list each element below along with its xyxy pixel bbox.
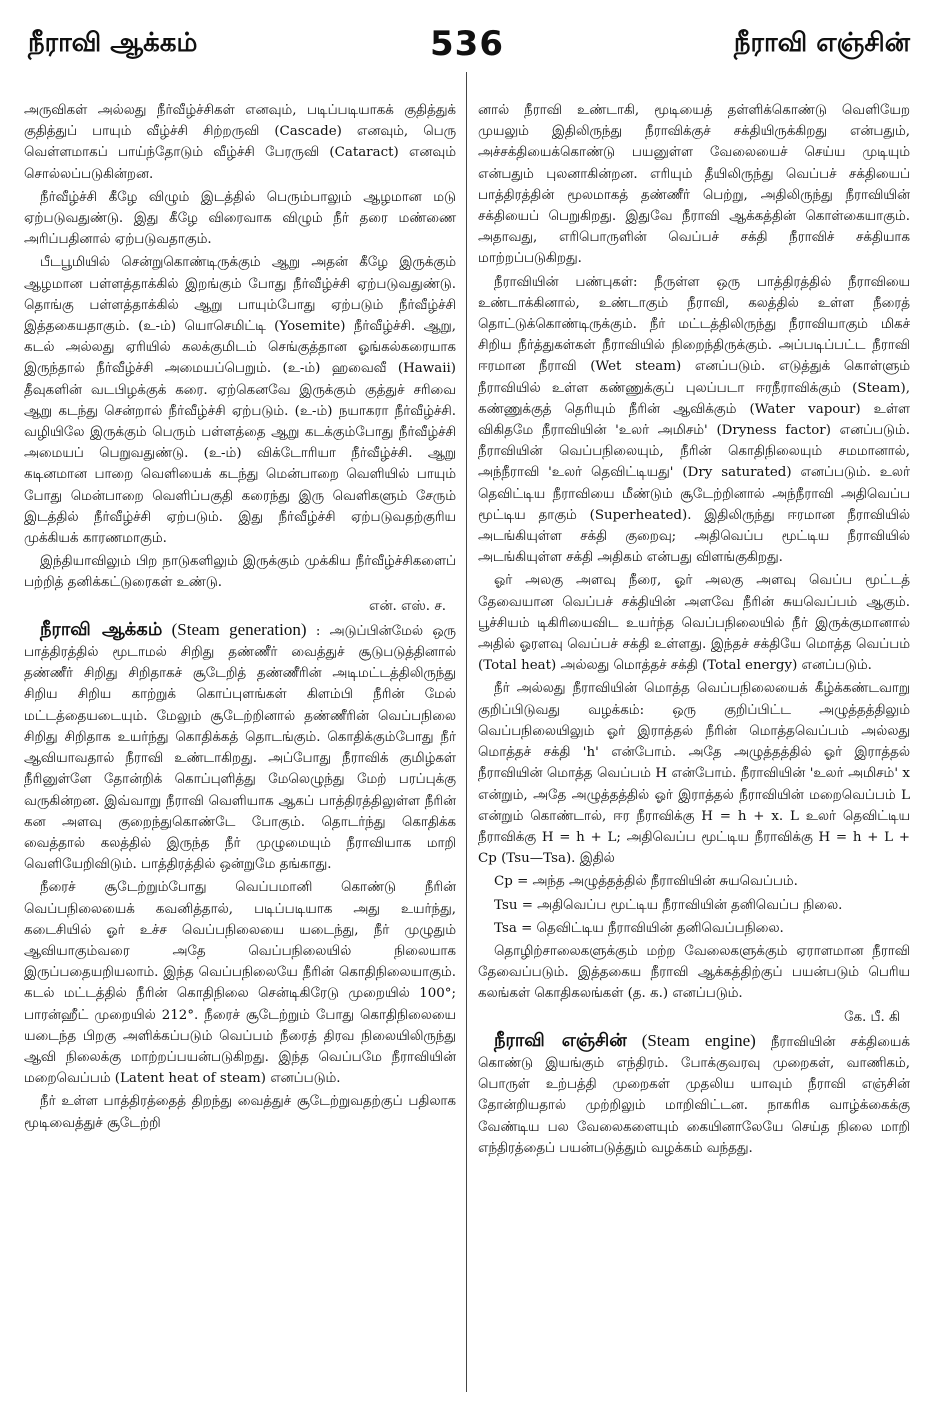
paragraph: ஓர் அலகு அளவு நீரை, ஓர் அலகு அளவு வெப்ப மூட்டத் தேவையான வெப்பச் சக்தியின் அளவே நீரின் சுயவெப்பம் ஆகும். பூச்சியம் டிகிரியைவிட உயர்ந்த வெப்பநிலையில் நீர் இருக்குமானால் அதில் ஓரளவு வெப்பச் சக்தி உள்ளது. இந்தச் சக்தியே மொத்த வெப்பம் (Total heat) அல்லது மொத்தச் சக்தி (Total energy) எனப்படும்.: [478, 573, 910, 674]
paragraph: பீடபூமியில் சென்றுகொண்டிருக்கும் ஆறு அதன் கீழே இருக்கும் ஆழமான பள்ளத்தாக்கில் இறங்கும் போது நீர்வீழ்ச்சி ஏற்படுவதுண்டு. தொங்கு பள்ளத்தாக்கில் ஆறு பாயும்போது ஏற்படும் நீர்வீழ்ச்சி இத்தகையதாகும். (உ-ம்) யொசெமிட்டி (Yosemite) நீர்வீழ்ச்சி. ஆறு, கடல் அல்லது ஏரியில் கலக்குமிடம் செங்குத்தான ஓங்கல்கரையாக இருந்தால் நீர்வீழ்ச்சி அமையப்பெறும். (உ-ம்) ஹவைவீ (Hawaii) தீவுகளின் வடபிழக்குக் கரை. ஏற்கெனவே இருக்கும் குத்துச் சரிவை ஆறு கடந்து சென்றால் நீர்வீழ்ச்சி ஏற்படும். (உ-ம்) நயாகரா நீர்வீழ்ச்சி. வழியிலே இருக்கும் பெரும் பள்ளத்தை ஆறு கடக்கும்போது நீர்வீழ்ச்சி அமையப் பெறுவதுண்டு. (உ-ம்) விக்டோரியா நீர்வீழ்ச்சி. ஆறு கடினமான பாறை வெளியைக் கடந்து மென்பாறை வெளியில் பாயும் போது மென்பாறை வெளிப்பகுதி கரைந்து இரு வெளிகளும் சேரும் இடத்தில் நீர்வீழ்ச்சி ஏற்படும். இது நீர்வீழ்ச்சி ஏற்படுவதற்குரிய முக்கியக் காரணமாகும்.: [24, 255, 456, 547]
paragraph: நீர்வீழ்ச்சி கீழே விழும் இடத்தில் பெரும்பாலும் ஆழமான மடு ஏற்படுவதுண்டு. இது கீழே விரைவாக விழும் நீர் தரை மண்ணை அரிப்பதினால் ஏற்படுவதாகும்.: [24, 189, 456, 248]
entry-text: : அடுப்பின்மேல் ஒரு பாத்திரத்தில் மூடாமல் சிறிது தண்ணீர் வைத்துச் சூடுபடுத்தினால் தண்ணீர் சிறிது சிறிதாகச் சூடேறித் தண்ணீரின் அடிமட்டத்திலிருந்து சிறிய சிறிய காற்றுக் கொப்புளங்கள் கிளம்பி நீரின் மேல் மட்டத்தையடையும். மேலும் சூடேற்றினால் தண்ணீரின் வெப்பநிலை சிறிது சிறிதாக உயர்ந்து கொதிக்கத் தொடங்கும். கொதிக்கும்போது நீர் ஆவியாவதால் நீராவி உண்டாகிறது. அப்போது நீராவிக் குமிழ்கள் நீரினுள்ளே தோன்றிக் கொப்புளித்து மேலெழுந்து மேற் பரப்புக்கு வருகின்றன. இவ்வாறு நீராவி வெளியாக ஆகப் பாத்திரத்திலுள்ள நீரின் கன அளவு குறைந்துகொண்டே போகும். தொடர்ந்து கொதிக்க வைத்தால் கலத்தில் இருந்த நீர் முழுமையும் நீராவியாக மாறி வெளியேறிவிடும். பாத்திரத்தில் ஒன்றுமே தங்காது.: [24, 623, 456, 873]
page-number: 536: [430, 24, 504, 64]
paragraph: நீரைச் சூடேற்றும்போது வெப்பமானி கொண்டு நீரின் வெப்பநிலையைக் கவனித்தால், படிப்படியாக அது உயர்ந்து, கடைசியில் ஓர் உச்ச வெப்பநிலையை யடைந்து, நீர் முழுதும் ஆவியாகும்வரை அதே வெப்பநிலையில் நிலையாக இருப்பதையறியலாம். இந்த வெப்பநிலையே நீரின் கொதிநிலையாகும். கடல் மட்டத்தில் நீரின் கொதிநிலை சென்டிகிரேடு முறையில் 100°; பாரன்ஹீட் முறையில் 212°. நீரைச் சூடேற்றும் போது கொதிநிலையை யடைந்த பிறகு அளிக்கப்படும் வெப்பம் நீரைத் திரவ நிலையிலிருந்து ஆவி நிலைக்கு மாற்றப்பயன்படுகிறது. இந்த வெப்பமே நீராவியின் மறைவெப்பம் (Latent heat of steam) எனப்படும்.: [24, 880, 456, 1087]
entry-text: நீராவியின் சக்தியைக் கொண்டு இயங்கும் எந்திரம். போக்குவரவு முறைகள், வாணிகம், பொருள் உற்பத்தி முறைகள் முதலிய யாவும் நீராவி எஞ்சின் தோன்றியதால் முற்றிலும் மாறிவிட்டன. நாகரிக வாழ்க்கைக்கு வேண்டிய பல வேலைகளையும் கையினாலேயே செய்த நிலை மாறி எந்திரத்தைப் பயன்படுத்தும் வழக்கம் வந்தது.: [478, 1034, 910, 1156]
paragraph: நீராவியின் பண்புகள்: நீருள்ள ஒரு பாத்திரத்தில் நீராவியை உண்டாக்கினால், உண்டாகும் நீராவி, கலத்தில் உள்ள நீரைத் தொட்டுக்கொண்டிருக்கும். நீர் மட்டத்திலிருந்து நீராவியாகும் மிகச் சிறிய நீர்த்துகள்கள் நீராவியில் நிறைந்திருக்கும். அப்படிப்பட்ட நீராவி ஈரமான நீராவி (Wet steam) எனப்படும். எடுத்துக் கொள்ளும் நீராவியில் உள்ள கண்ணுக்குப் புலப்படா ஈரநீராவிக்கும் (Steam), கண்ணுக்குத் தெரியும் நீரின் ஆவிக்கும் (Water vapour) உள்ள விகிதமே நீராவியின் 'உலர் அமிசம்' (Dryness factor) எனப்படும். நீராவியின் வெப்பநிலையும், நீரின் கொதிநிலையும் சமமானால், அந்நீராவி 'உலர் தெவிட்டியது' (Dry saturated) எனப்படும். உலர் தெவிட்டிய நீராவியை மீண்டும் சூடேற்றினால் அந்நீராவி அதிவெப்ப மூட்டிய தாகும் (Superheated). இதிலிருந்து ஈரமான நீராவியில் அடங்கியுள்ள சக்தி குறைவு; அதிவெப்ப மூட்டிய நீராவியில் அடங்கியுள்ள சக்தி அதிகம் என்பது விளங்குகிறது.: [478, 274, 910, 566]
entry-paragraph: [478, 1030, 910, 1159]
author-initials: என். எஸ். ச.: [369, 598, 446, 614]
entry-title: நீராவி எஞ்சின்: [494, 1029, 627, 1051]
running-head-left: நீராவி ஆக்கம்: [28, 28, 198, 58]
page-header: [24, 24, 910, 70]
paragraph: னால் நீராவி உண்டாகி, மூடியைத் தள்ளிக்கொண்டு வெளியேற முயலும் இதிலிருந்து நீராவிக்குச் சக்தியிருக்கிறது என்பதும், அச்சக்தியைக்கொண்டு பயனுள்ள வேலையைச் செய்ய முடியும் என்பதும் புலனாகின்றன. எரியும் தீயிலிருந்து வெப்பச் சக்தியைப் பாத்திரத்தின் மூலமாகத் தண்ணீர் பெற்று, அதிலிருந்து நீராவியின் சக்தியைப் பெறுகிறது. இதுவே நீராவி ஆக்கத்தின் கொள்கையாகும். அதாவது, எரிபொருளின் வெப்பச் சக்தி நீராவிச் சக்தியாக மாற்றப்படுகிறது.: [478, 103, 910, 267]
running-head-right: நீராவி எஞ்சின்: [733, 28, 910, 58]
two-column-body: [24, 100, 910, 1161]
entry-title: நீராவி ஆக்கம்: [40, 618, 163, 640]
left-column: [24, 100, 456, 1161]
formula-line: Cp = அந்த அழுத்தத்தில் நீராவியின் சுயவெப்பம்.: [494, 874, 798, 890]
paragraph: தொழிற்சாலைகளுக்கும் மற்ற வேலைகளுக்கும் ஏராளமான நீராவி தேவைப்படும். இத்தகைய நீராவி ஆக்கத்திற்குப் பயன்படும் பெரிய கலங்கள் கொதிகலங்கள் (த. க.) எனப்படும்.: [478, 943, 910, 1002]
entry-english-term: (Steam engine): [641, 1030, 756, 1050]
entry-english-term: (Steam generation): [171, 619, 307, 639]
entry-paragraph: [24, 619, 456, 875]
paragraph: நீர் உள்ள பாத்திரத்தைத் திறந்து வைத்துச் சூடேற்றுவதற்குப் பதிலாக மூடிவைத்துச் சூடேற்றி: [24, 1094, 456, 1131]
paragraph: நீர் அல்லது நீராவியின் மொத்த வெப்பநிலையைக் கீழ்க்கண்டவாறு குறிப்பிடுவது வழக்கம்: ஒரு குறிப்பிட்ட அழுத்தத்திலும் வெப்பநிலையிலும் ஓர் இராத்தல் நீரின் மொத்தவெப்பம் அல்லது மொத்தச் சக்தி 'h' என்போம். அதே அழுத்தத்தில் ஓர் இராத்தல் நீராவியின் மொத்த வெப்பம் H என்போம். நீராவியின் 'உலர் அமிசம்' x என்றும், அதே அழுத்தத்தில் ஓர் இராத்தல் நீராவியின் மறைவெப்பம் L என்றும் கொண்டால், ஈர நீராவிக்கு H = h + x. L உலர் தெவிட்டிய நீராவிக்கு H = h + L; அதிவெப்ப மூட்டிய நீராவிக்கு H = h + L + Cp (Tsu—Tsa). இதில்: [478, 681, 910, 867]
right-column: [478, 100, 910, 1161]
author-initials: கே. பீ. கி: [843, 1009, 900, 1025]
formula-line: Tsu = அதிவெப்ப மூட்டிய நீராவியின் தனிவெப்ப நிலை.: [494, 897, 843, 913]
paragraph: அருவிகள் அல்லது நீர்வீழ்ச்சிகள் எனவும், படிப்படியாகக் குதித்துக் குதித்துப் பாயும் வீழ்ச்சி சிற்றருவி (Cascade) எனவும், பெரு வெள்ளமாகப் பாய்ந்தோடும் வீழ்ச்சி பேரருவி (Cataract) எனவும் சொல்லப்படுகின்றன.: [24, 103, 456, 182]
formula-line: Tsa = தெவிட்டிய நீராவியின் தனிவெப்பநிலை.: [494, 920, 784, 936]
paragraph: இந்தியாவிலும் பிற நாடுகளிலும் இருக்கும் முக்கிய நீர்வீழ்ச்சிகளைப் பற்றித் தனிக்கட்டுரைகள் உண்டு.: [24, 554, 456, 591]
